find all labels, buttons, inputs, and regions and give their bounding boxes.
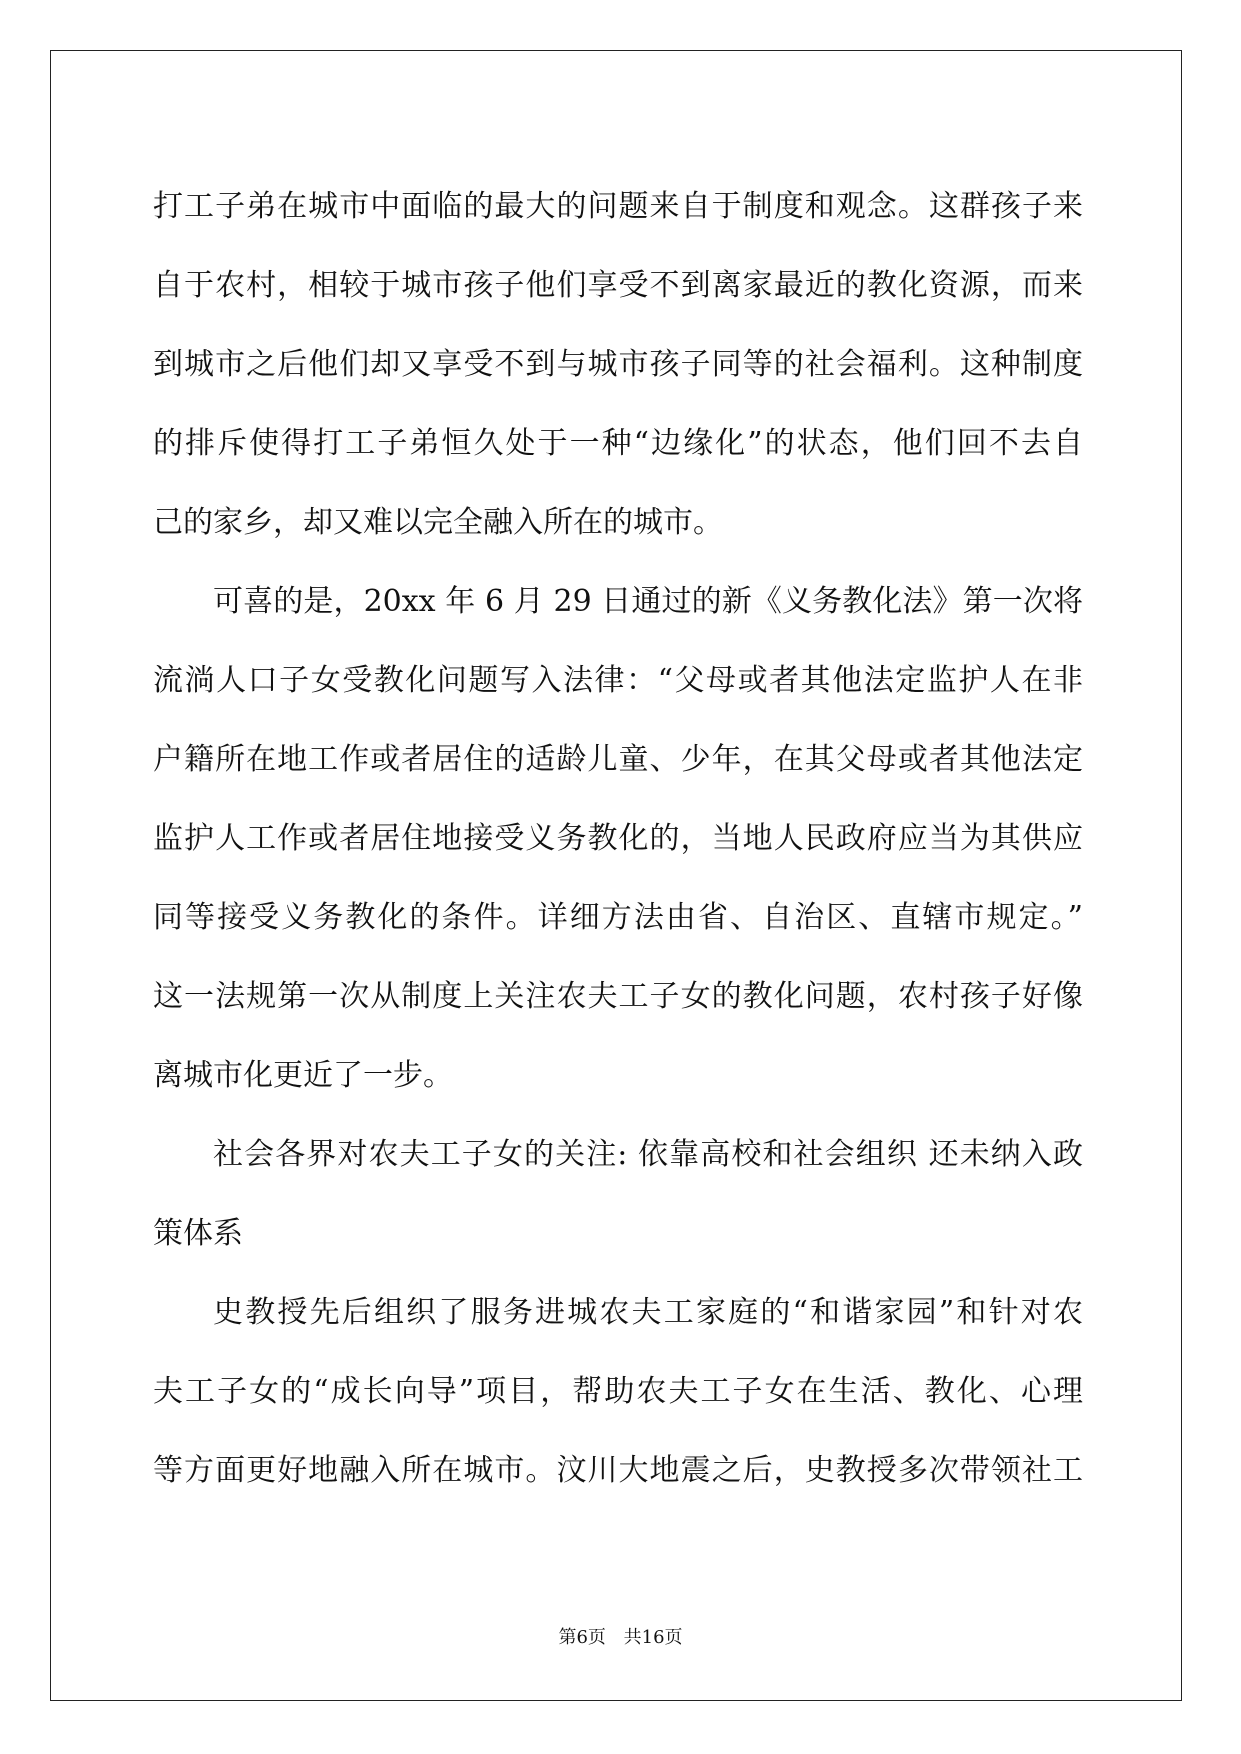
text-line: 己的家乡，却又难以完全融入所在的城市。 (153, 505, 723, 540)
text-line: 到城市之后他们却又享受不到与城市孩子同等的社会福利。这种制度 (153, 347, 1083, 382)
page-number: 第6页 (558, 1627, 606, 1648)
text-line: 夫工子女的“成长向导”项目，帮助农夫工子女在生活、教化、心理 (153, 1374, 1083, 1409)
text-line: 社会各界对农夫工子女的关注: 依靠高校和社会组织 还未纳入政 (213, 1137, 1083, 1172)
page-footer (0, 1623, 1241, 1649)
text-line: 策体系 (153, 1216, 243, 1251)
document-body (153, 167, 1083, 1510)
page-total: 共16页 (623, 1627, 683, 1648)
text-line: 自于农村，相较于城市孩子他们享受不到离家最近的教化资源，而来 (153, 268, 1083, 303)
text-line: 等方面更好地融入所在城市。汶川大地震之后，史教授多次带领社工 (153, 1453, 1083, 1488)
text-line: 户籍所在地工作或者居住的适龄儿童、少年，在其父母或者其他法定 (153, 742, 1083, 777)
text-line: 可喜的是，20xx 年 6 月 29 日通过的新《义务教化法》第一次将 (213, 584, 1083, 619)
text-line: 史教授先后组织了服务进城农夫工家庭的“和谐家园”和针对农 (213, 1295, 1083, 1330)
text-line: 同等接受义务教化的条件。详细方法由省、自治区、直辖市规定。” (153, 900, 1083, 935)
text-line: 的排斥使得打工子弟恒久处于一种“边缘化”的状态，他们回不去自 (153, 426, 1083, 461)
text-line: 打工子弟在城市中面临的最大的问题来自于制度和观念。这群孩子来 (153, 189, 1083, 224)
text-line: 流淌人口子女受教化问题写入法律：“父母或者其他法定监护人在非 (153, 663, 1083, 698)
text-line: 离城市化更近了一步。 (153, 1058, 453, 1093)
text-line: 监护人工作或者居住地接受义务教化的，当地人民政府应当为其供应 (153, 821, 1083, 856)
text-line: 这一法规第一次从制度上关注农夫工子女的教化问题，农村孩子好像 (153, 979, 1083, 1014)
